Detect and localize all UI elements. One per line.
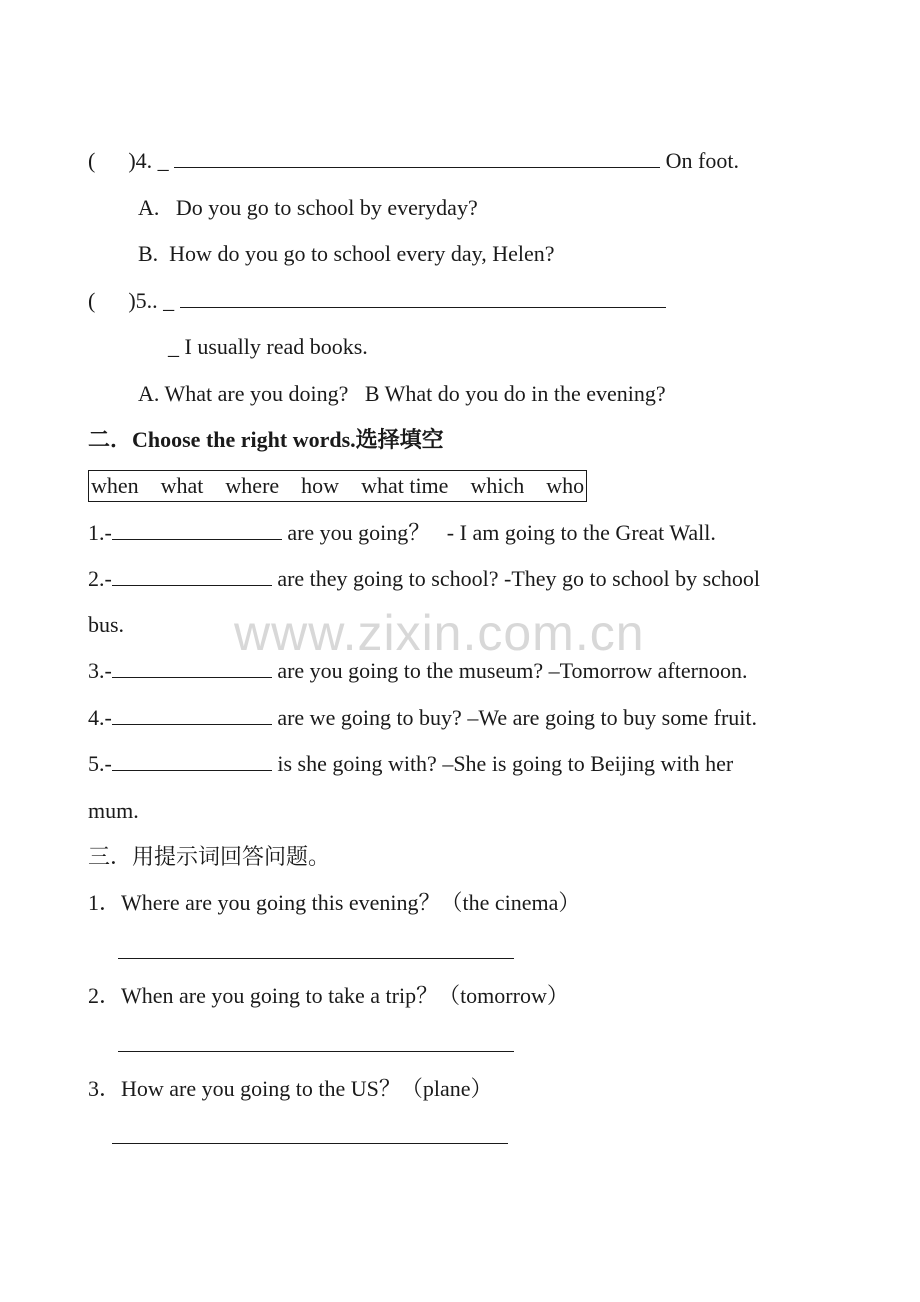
section-3-title: 三．用提示词回答问题。	[88, 844, 331, 869]
fill-question-number: 3.-	[88, 658, 112, 683]
answer-question-3: 3．How are you going to the US？（plane）	[88, 1076, 493, 1101]
fill-question-number: 1.-	[88, 520, 112, 545]
fill-question-4	[88, 704, 757, 732]
question-4-answer: On foot.	[665, 148, 739, 173]
fill-blank[interactable]	[112, 750, 272, 771]
word-bank-item: what time	[361, 473, 449, 498]
answer-line-2[interactable]	[118, 1051, 514, 1052]
word-bank-item: when	[91, 473, 139, 498]
fill-question-number: 5.-	[88, 751, 112, 776]
fill-blank[interactable]	[112, 519, 282, 540]
answer-question-2: 2．When are you going to take a trip？（tomorrow）	[88, 983, 569, 1008]
fill-question-2	[88, 565, 760, 593]
question-4-number: ( )4. _	[88, 148, 169, 173]
question-4-option-a: A. Do you go to school by everyday?	[138, 195, 478, 220]
fill-question-text: are they going to school? -They go to school by school	[271, 566, 761, 591]
fill-question-5	[88, 750, 733, 778]
fill-question-5-continued: mum.	[88, 798, 139, 823]
word-bank	[88, 470, 587, 502]
question-5-line	[88, 287, 666, 315]
fill-question-text: are you going to the museum? –Tomorrow afternoon.	[271, 658, 748, 683]
fill-question-1	[88, 519, 716, 547]
word-bank-item: who	[546, 473, 585, 498]
question-5-options: A. What are you doing? B What do you do in the evening?	[138, 381, 666, 406]
fill-question-number: 2.-	[88, 566, 112, 591]
fill-question-text: are you going？ - I am going to the Great Wall.	[281, 520, 716, 545]
question-5-number: ( )5.. _	[88, 288, 175, 313]
fill-blank[interactable]	[112, 657, 272, 678]
answer-question-1: 1．Where are you going this evening？（the cinema）	[88, 890, 581, 915]
question-5-blank[interactable]	[180, 287, 666, 308]
word-bank-item: what	[160, 473, 204, 498]
fill-question-text: are we going to buy? –We are going to buy some fruit.	[271, 705, 757, 730]
question-5-answer: _ I usually read books.	[168, 334, 368, 359]
fill-blank[interactable]	[112, 565, 272, 586]
watermark: www.zixin.com.cn	[234, 605, 645, 661]
fill-blank[interactable]	[112, 704, 272, 725]
question-4-line	[88, 147, 739, 175]
question-4-option-b: B. How do you go to school every day, Helen?	[138, 241, 555, 266]
fill-question-number: 4.-	[88, 705, 112, 730]
word-bank-item: where	[225, 473, 280, 498]
fill-question-text: is she going with? –She is going to Beijing with her	[271, 751, 734, 776]
word-bank-item: which	[470, 473, 525, 498]
answer-line-3[interactable]	[112, 1143, 508, 1144]
question-4-blank[interactable]	[174, 147, 660, 168]
word-bank-item: how	[301, 473, 340, 498]
answer-line-1[interactable]	[118, 958, 514, 959]
fill-question-3	[88, 657, 747, 685]
section-2-title: 二．Choose the right words.选择填空	[88, 427, 444, 452]
fill-question-2-continued: bus.	[88, 612, 125, 637]
